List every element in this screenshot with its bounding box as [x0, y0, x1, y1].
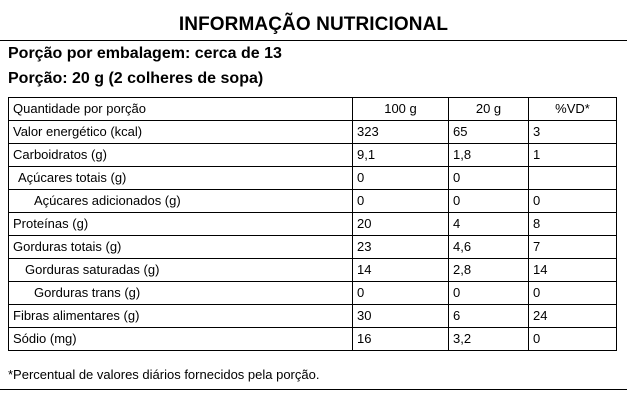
value-per-20g: 3,2: [449, 328, 529, 351]
daily-value: 3: [529, 121, 617, 144]
nutrient-name: Açúcares totais (g): [9, 167, 353, 190]
value-per-20g: 2,8: [449, 259, 529, 282]
table-row: [9, 305, 617, 328]
table-row: [9, 121, 617, 144]
value-per-100g: 0: [353, 282, 449, 305]
value-per-100g: 9,1: [353, 144, 449, 167]
value-per-100g: 0: [353, 190, 449, 213]
header-daily-value: %VD*: [529, 98, 617, 121]
value-per-100g: 30: [353, 305, 449, 328]
servings-per-package: Porção por embalagem: cerca de 13: [8, 45, 282, 62]
nutrient-name: Gorduras totais (g): [9, 236, 353, 259]
value-per-20g: 65: [449, 121, 529, 144]
nutrient-name: Proteínas (g): [9, 213, 353, 236]
value-per-20g: 1,8: [449, 144, 529, 167]
value-per-100g: 323: [353, 121, 449, 144]
portion-size: Porção: 20 g (2 colheres de sopa): [8, 70, 264, 87]
daily-value: 0: [529, 328, 617, 351]
value-per-20g: 6: [449, 305, 529, 328]
nutrient-name: Açúcares adicionados (g): [9, 190, 353, 213]
table-row: [9, 328, 617, 351]
header-per-100g: 100 g: [353, 98, 449, 121]
value-per-20g: 4,6: [449, 236, 529, 259]
table-row: [9, 167, 617, 190]
table-row: [9, 213, 617, 236]
daily-value: 0: [529, 282, 617, 305]
daily-value: [529, 167, 617, 190]
value-per-100g: 16: [353, 328, 449, 351]
header-quantity: Quantidade por porção: [9, 98, 353, 121]
nutrient-name: Valor energético (kcal): [9, 121, 353, 144]
nutrient-name: Fibras alimentares (g): [9, 305, 353, 328]
daily-value: 7: [529, 236, 617, 259]
value-per-20g: 0: [449, 190, 529, 213]
nutrient-name: Carboidratos (g): [9, 144, 353, 167]
value-per-100g: 20: [353, 213, 449, 236]
daily-value: 14: [529, 259, 617, 282]
nutrition-table: [8, 97, 617, 351]
daily-value: 24: [529, 305, 617, 328]
table-header-row: [9, 98, 617, 121]
value-per-20g: 0: [449, 167, 529, 190]
bottom-rule: [0, 389, 627, 390]
panel-title: INFORMAÇÃO NUTRICIONAL: [178, 14, 449, 35]
value-per-100g: 0: [353, 167, 449, 190]
value-per-100g: 23: [353, 236, 449, 259]
daily-value: 0: [529, 190, 617, 213]
daily-value: 8: [529, 213, 617, 236]
value-per-20g: 4: [449, 213, 529, 236]
table-row: [9, 236, 617, 259]
nutrient-name: Gorduras trans (g): [9, 282, 353, 305]
value-per-100g: 14: [353, 259, 449, 282]
table-row: [9, 259, 617, 282]
daily-value: 1: [529, 144, 617, 167]
header-per-20g: 20 g: [449, 98, 529, 121]
nutrient-name: Gorduras saturadas (g): [9, 259, 353, 282]
nutrient-name: Sódio (mg): [9, 328, 353, 351]
table-row: [9, 190, 617, 213]
title-divider: [0, 40, 627, 41]
value-per-20g: 0: [449, 282, 529, 305]
table-row: [9, 282, 617, 305]
table-row: [9, 144, 617, 167]
footnote: *Percentual de valores diários fornecidos pela porção.: [8, 367, 320, 382]
